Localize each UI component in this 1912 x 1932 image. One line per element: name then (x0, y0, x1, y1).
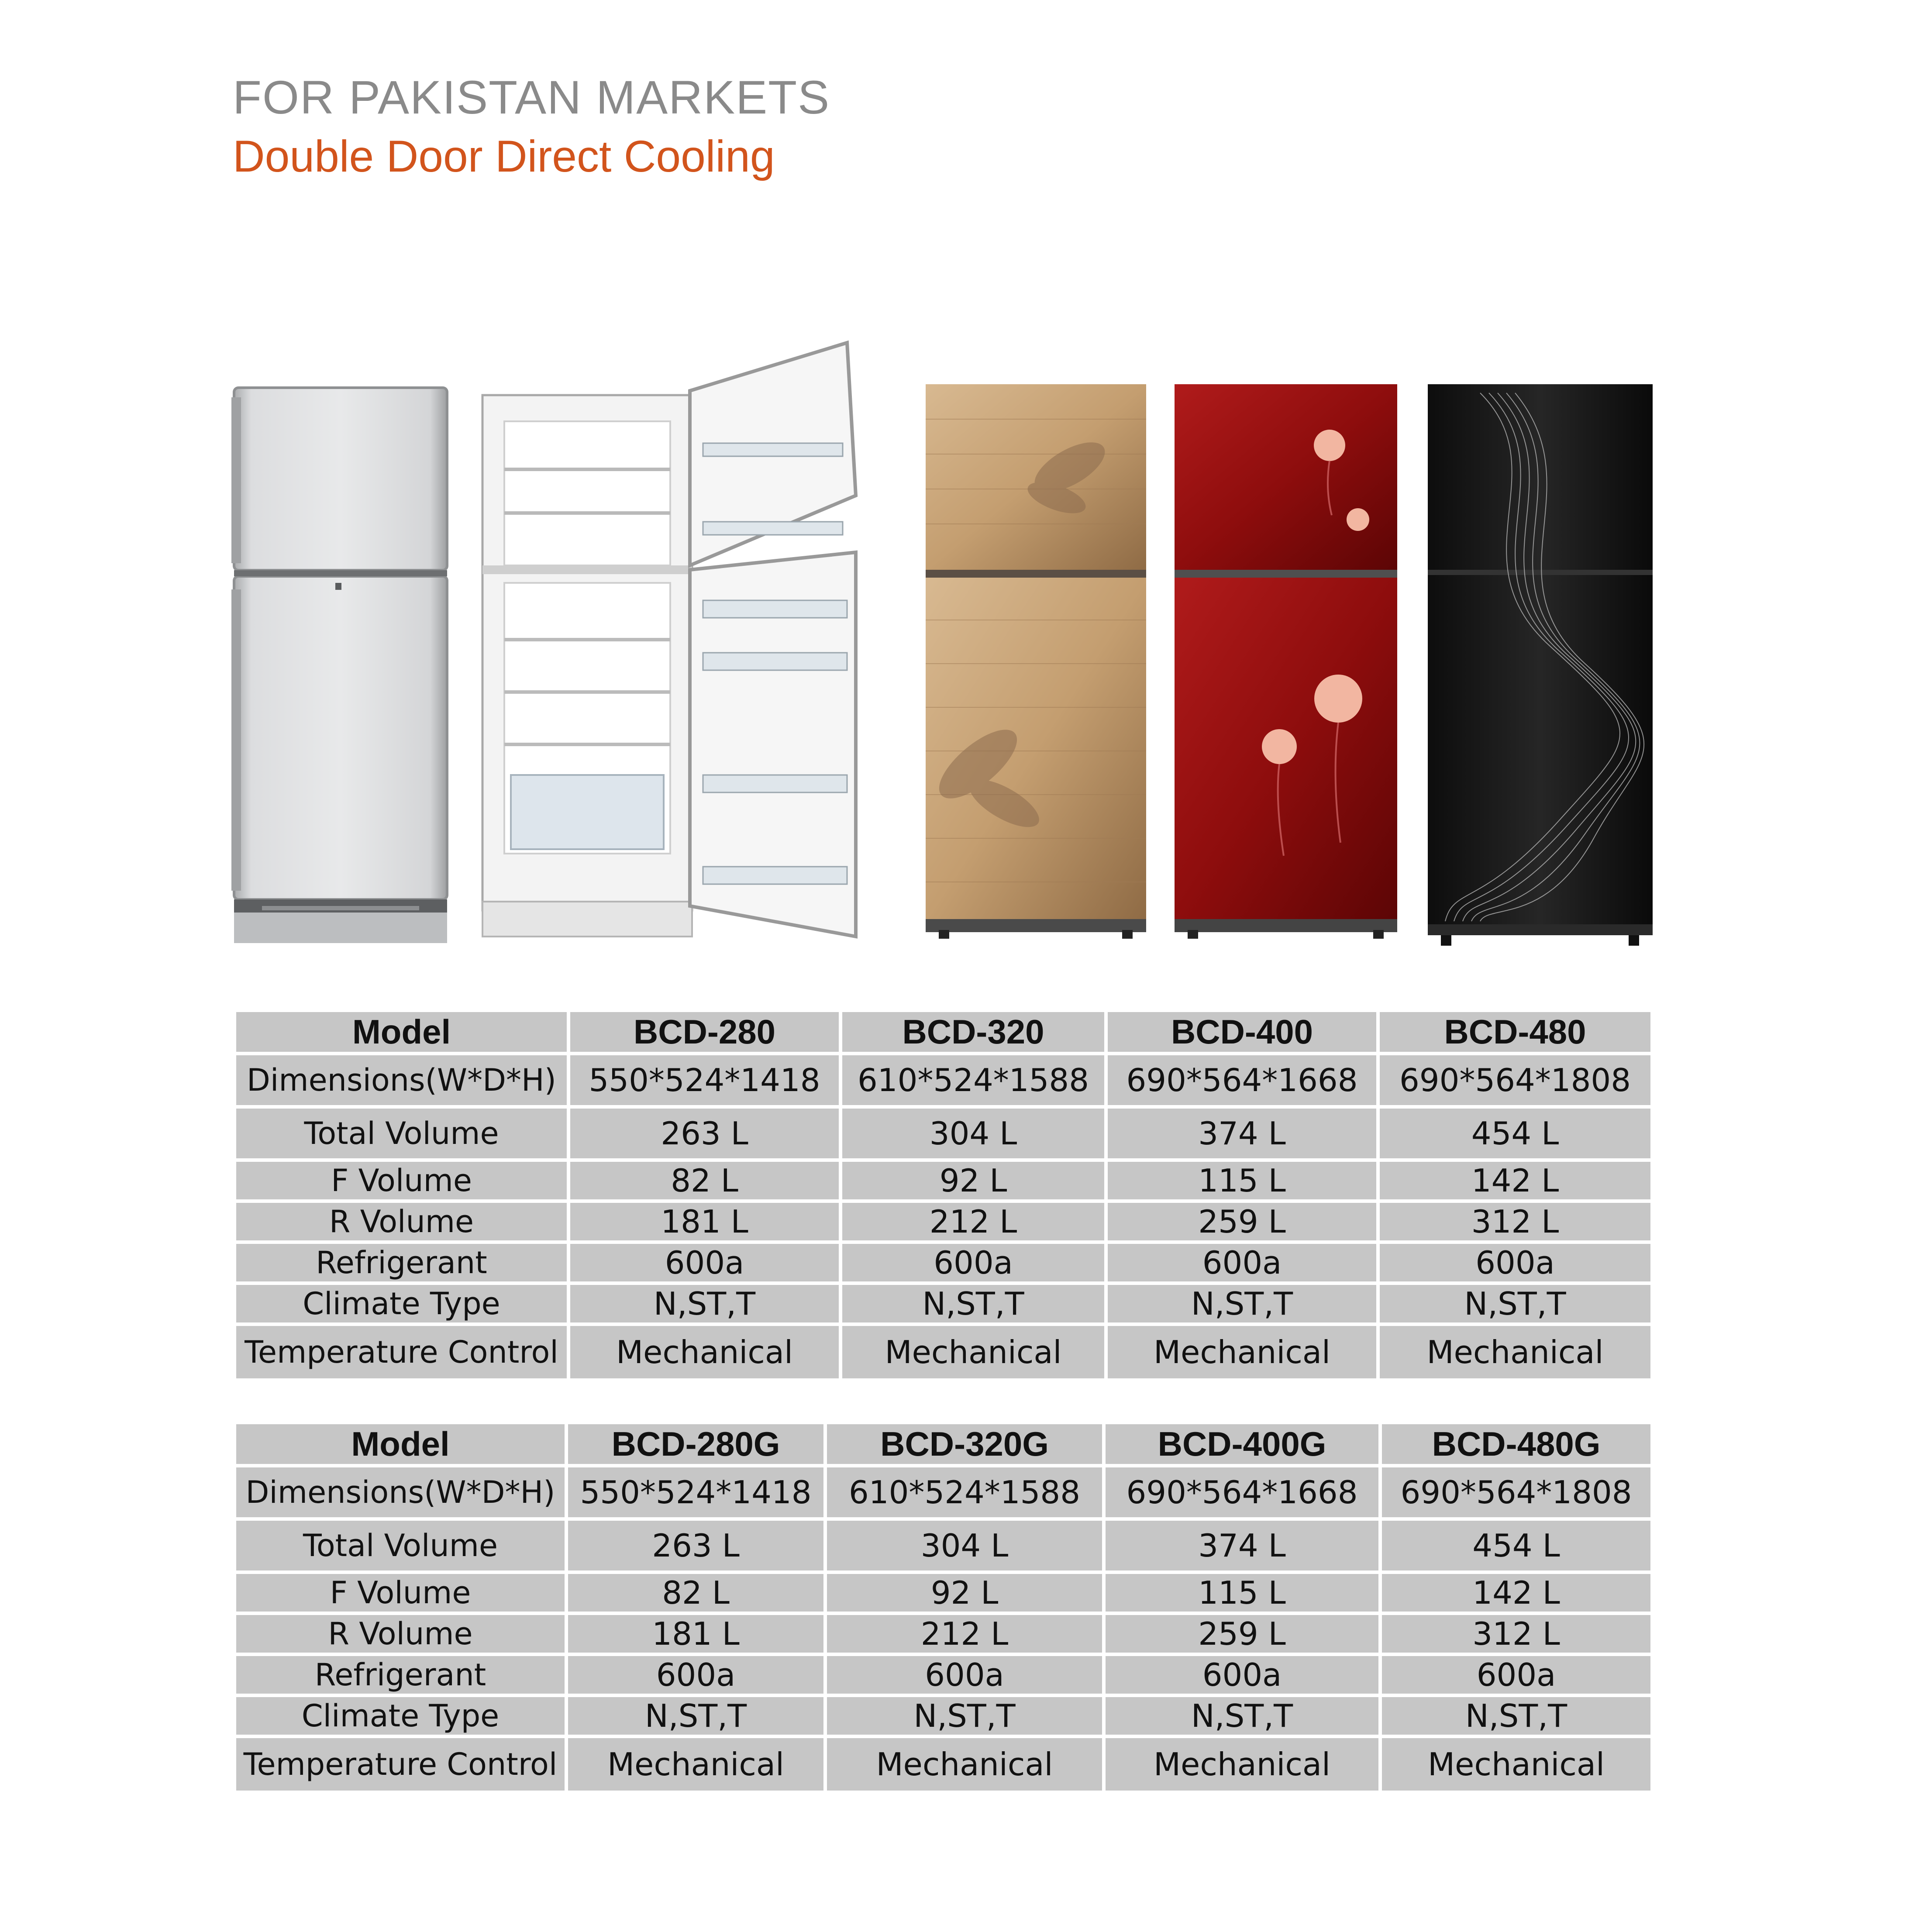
row-label: F Volume (236, 1162, 567, 1203)
table-cell: 263 L (570, 1109, 839, 1162)
header-cell: Model (236, 1424, 565, 1467)
table-cell: 312 L (1380, 1203, 1650, 1244)
table-row (236, 1285, 1650, 1326)
table-cell: 312 L (1382, 1615, 1650, 1656)
table-row (236, 1467, 1650, 1521)
table-cell: 690*564*1808 (1382, 1467, 1650, 1521)
table-cell: 82 L (570, 1162, 839, 1203)
table-cell: 600a (570, 1244, 839, 1285)
table-cell: Mechanical (570, 1326, 839, 1382)
table-cell: 142 L (1380, 1162, 1650, 1203)
page-title: Double Door Direct Cooling (233, 131, 775, 181)
silver-fridge-closed-image (231, 384, 450, 947)
table-cell: 600a (1380, 1244, 1650, 1285)
table-cell: 181 L (570, 1203, 839, 1244)
table-row (236, 1697, 1650, 1738)
table-cell: 610*524*1588 (827, 1467, 1102, 1521)
table-row (236, 1574, 1650, 1615)
table-cell: N,ST,T (568, 1697, 823, 1738)
header-cell: BCD-320 (842, 1012, 1104, 1055)
row-label: R Volume (236, 1203, 567, 1244)
table-cell: 142 L (1382, 1574, 1650, 1615)
red-flower-glass-fridge-image (1175, 384, 1397, 941)
table-cell: N,ST,T (1106, 1697, 1378, 1738)
row-label: Temperature Control (236, 1738, 565, 1794)
table-cell: 263 L (568, 1521, 823, 1574)
header-cell: BCD-280G (568, 1424, 823, 1467)
table-cell: 304 L (827, 1521, 1102, 1574)
table-cell: 304 L (842, 1109, 1104, 1162)
table-row (236, 1162, 1650, 1203)
table-cell: 600a (1106, 1656, 1378, 1697)
row-label: Total Volume (236, 1109, 567, 1162)
table-cell: 454 L (1380, 1109, 1650, 1162)
row-label: R Volume (236, 1615, 565, 1656)
table-cell: 212 L (842, 1203, 1104, 1244)
table-cell: 92 L (842, 1162, 1104, 1203)
black-wave-glass-fridge-image (1428, 384, 1653, 947)
table-cell: Mechanical (568, 1738, 823, 1794)
table-cell: 259 L (1106, 1615, 1378, 1656)
table-cell: 181 L (568, 1615, 823, 1656)
table-cell: 600a (568, 1656, 823, 1697)
table-cell: Mechanical (1108, 1326, 1376, 1382)
table-cell: 550*524*1418 (568, 1467, 823, 1521)
table-row (236, 1055, 1650, 1109)
row-label: Dimensions(W*D*H) (236, 1055, 567, 1109)
table-cell: 82 L (568, 1574, 823, 1615)
table-row (236, 1326, 1650, 1382)
table-cell: N,ST,T (1108, 1285, 1376, 1326)
header-cell: BCD-480G (1382, 1424, 1650, 1467)
table-cell: N,ST,T (570, 1285, 839, 1326)
table-cell: 550*524*1418 (570, 1055, 839, 1109)
table-cell: N,ST,T (827, 1697, 1102, 1738)
table-row (236, 1012, 1650, 1055)
table-cell: 115 L (1108, 1162, 1376, 1203)
table-cell: 600a (1108, 1244, 1376, 1285)
row-label: Total Volume (236, 1521, 565, 1574)
table-cell: Mechanical (1382, 1738, 1650, 1794)
silver-fridge-open-image (480, 338, 865, 941)
table-cell: 690*564*1668 (1106, 1467, 1378, 1521)
table-cell: 212 L (827, 1615, 1102, 1656)
table-cell: 600a (827, 1656, 1102, 1697)
table-cell: Mechanical (1380, 1326, 1650, 1382)
table-cell: 600a (1382, 1656, 1650, 1697)
row-label: Climate Type (236, 1697, 565, 1738)
header-cell: BCD-480 (1380, 1012, 1650, 1055)
table-row (236, 1244, 1650, 1285)
table-cell: Mechanical (842, 1326, 1104, 1382)
table-cell: N,ST,T (1380, 1285, 1650, 1326)
table-cell: 374 L (1106, 1521, 1378, 1574)
table-cell: Mechanical (827, 1738, 1102, 1794)
table-row (236, 1656, 1650, 1697)
table-cell: N,ST,T (842, 1285, 1104, 1326)
table-cell: 92 L (827, 1574, 1102, 1615)
row-label: Climate Type (236, 1285, 567, 1326)
table-cell: 259 L (1108, 1203, 1376, 1244)
header-cell: BCD-400G (1106, 1424, 1378, 1467)
table-row (236, 1424, 1650, 1467)
header-cell: BCD-280 (570, 1012, 839, 1055)
header-cell: BCD-320G (827, 1424, 1102, 1467)
table-row (236, 1203, 1650, 1244)
spec-table-glass (233, 1424, 1654, 1794)
table-cell: Mechanical (1106, 1738, 1378, 1794)
row-label: Refrigerant (236, 1244, 567, 1285)
header-cell: Model (236, 1012, 567, 1055)
row-label: Refrigerant (236, 1656, 565, 1697)
market-label: FOR PAKISTAN MARKETS (233, 71, 830, 124)
row-label: F Volume (236, 1574, 565, 1615)
table-cell: 610*524*1588 (842, 1055, 1104, 1109)
row-label: Temperature Control (236, 1326, 567, 1382)
table-cell: 690*564*1668 (1108, 1055, 1376, 1109)
row-label: Dimensions(W*D*H) (236, 1467, 565, 1521)
header-cell: BCD-400 (1108, 1012, 1376, 1055)
table-row (236, 1109, 1650, 1162)
table-row (236, 1615, 1650, 1656)
spec-table-standard (233, 1012, 1654, 1382)
table-cell: N,ST,T (1382, 1697, 1650, 1738)
table-row (236, 1521, 1650, 1574)
table-cell: 454 L (1382, 1521, 1650, 1574)
gold-flower-glass-fridge-image (926, 384, 1146, 941)
table-cell: 115 L (1106, 1574, 1378, 1615)
table-cell: 374 L (1108, 1109, 1376, 1162)
table-row (236, 1738, 1650, 1794)
table-cell: 600a (842, 1244, 1104, 1285)
table-cell: 690*564*1808 (1380, 1055, 1650, 1109)
